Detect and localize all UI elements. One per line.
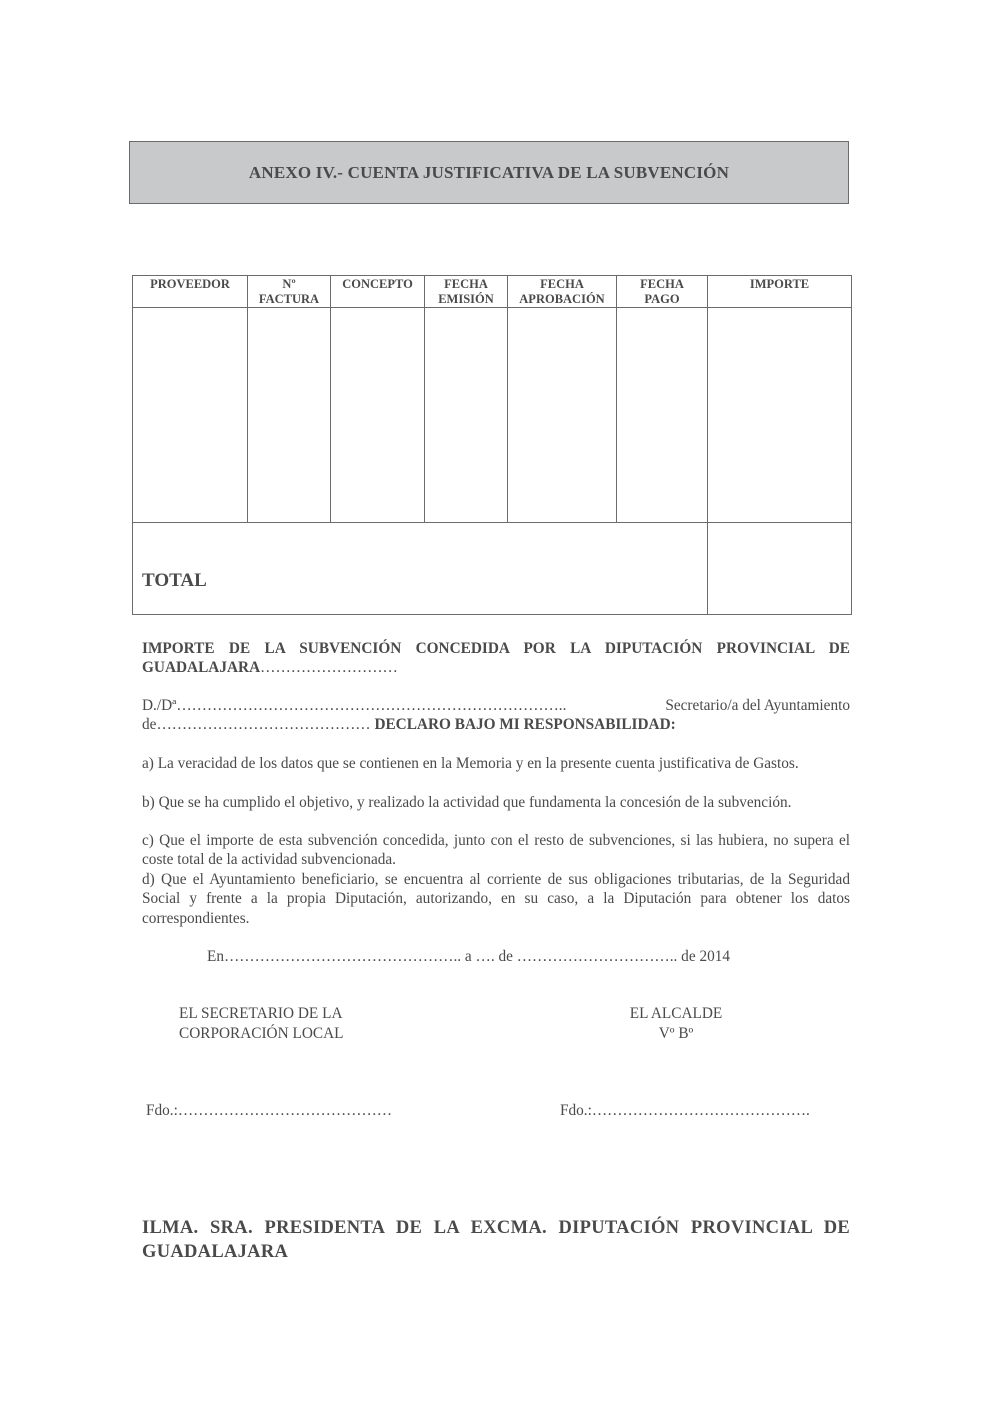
addressee: ILMA. SRA. PRESIDENTA DE LA EXCMA. DIPUTACIÓN PROVINCIAL DE GUADALAJARA	[142, 1218, 850, 1262]
cell-factura[interactable]	[248, 308, 331, 523]
header-proveedor: PROVEEDOR	[133, 276, 248, 308]
visto-bueno: Vº Bº	[658, 1025, 694, 1042]
header-fecha-aprobacion: FECHA APROBACIÓN	[508, 276, 617, 308]
total-value-cell[interactable]	[708, 523, 852, 615]
date-line[interactable]: En……………………………………….. a …. de ………………………….. de 2014	[207, 948, 731, 965]
table-header-row	[133, 276, 852, 308]
cell-fecha-pago[interactable]	[617, 308, 708, 523]
importe-paragraph	[142, 639, 850, 678]
cell-fecha-aprobacion[interactable]	[508, 308, 617, 523]
declarant-role: Secretario/a del Ayuntamiento	[665, 697, 850, 714]
header-factura: Nº FACTURA	[248, 276, 331, 308]
secretario-title-1: EL SECRETARIO DE LA	[179, 1005, 343, 1022]
declaro-heading: DECLARO BAJO MI RESPONSABILIDAD:	[374, 716, 676, 733]
declaration-line	[142, 715, 676, 734]
importe-dots[interactable]: ………………………	[260, 659, 398, 677]
expense-table	[132, 275, 852, 615]
cell-importe[interactable]	[708, 308, 852, 523]
item-b: b) Que se ha cumplido el objetivo, y realizado la actividad que fundamenta la concesión de la subvención.	[142, 794, 792, 811]
item-a: a) La veracidad de los datos que se contienen en la Memoria y en la presente cuenta justificativa de Gastos.	[142, 755, 799, 772]
header-fecha-emision: FECHA EMISIÓN	[425, 276, 508, 308]
header-fecha-pago: FECHA PAGO	[617, 276, 708, 308]
cell-proveedor[interactable]	[133, 308, 248, 523]
cell-concepto[interactable]	[331, 308, 425, 523]
total-row	[133, 523, 852, 615]
document-title: ANEXO IV.- CUENTA JUSTIFICATIVA DE LA SUBVENCIÓN	[129, 141, 849, 204]
cell-fecha-emision[interactable]	[425, 308, 508, 523]
item-c: c) Que el importe de esta subvención concedida, junto con el resto de subvenciones, si las hubiera, no supera el coste total de la actividad subvencionada.	[142, 832, 850, 869]
secretario-title-2: CORPORACIÓN LOCAL	[179, 1025, 344, 1042]
alcalde-signature-line[interactable]: Fdo.:…………………………………….	[560, 1102, 810, 1119]
item-d: d) Que el Ayuntamiento beneficiario, se encuentra al corriente de sus obligaciones tributarias, de la Seguridad Social y frente a la propia Diputación, autorizando, en su caso, a la Diputación para obtener los datos correspondientes.	[142, 871, 850, 927]
secretario-signature-line[interactable]: Fdo.:……………………………………	[146, 1102, 393, 1119]
header-concepto: CONCEPTO	[331, 276, 425, 308]
alcalde-title: EL ALCALDE	[629, 1005, 723, 1022]
total-label: TOTAL	[133, 523, 708, 615]
header-importe: IMPORTE	[708, 276, 852, 308]
importe-label: IMPORTE DE LA SUBVENCIÓN CONCEDIDA POR LA DIPUTACIÓN PROVINCIAL DE GUADALAJARA	[142, 640, 850, 677]
declarant-name-line[interactable]: D./Dª…………………………………………………………………..	[142, 697, 567, 714]
table-row	[133, 308, 852, 523]
ayuntamiento-line[interactable]: de……………………………………	[142, 716, 371, 733]
